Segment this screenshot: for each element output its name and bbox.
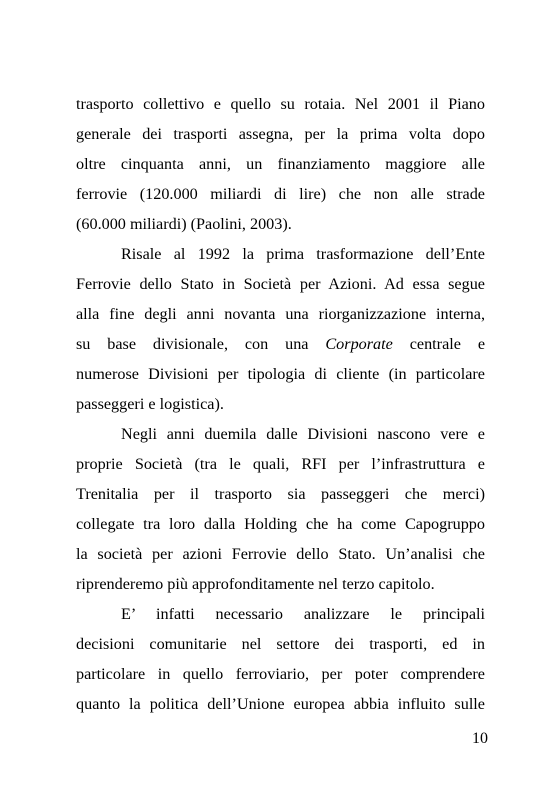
emphasis-term: Corporate — [325, 335, 393, 353]
text-line: Ferrovie dello Stato in Società per Azioni. Ad essa segue — [76, 275, 485, 293]
text-line: collegate tra loro dalla Holding che ha come Capogruppo — [76, 515, 485, 533]
text-line: decisioni comunitarie nel settore dei trasporti, ed in — [76, 635, 485, 653]
page-number: 10 — [472, 730, 488, 747]
paragraph-first-line: Negli anni duemila dalle Divisioni nascono vere e — [121, 425, 485, 443]
text-line: trasporto collettivo e quello su rotaia. Nel 2001 il Piano — [76, 95, 485, 113]
text-line: la società per azioni Ferrovie dello Stato. Un’analisi che — [76, 545, 485, 563]
text-line: (60.000 miliardi) (Paolini, 2003). — [76, 215, 292, 233]
text-line: passeggeri e logistica). — [76, 395, 224, 413]
text-line: numerose Divisioni per tipologia di cliente (in particolare — [76, 365, 485, 383]
paragraph-first-line: Risale al 1992 la prima trasformazione dell’Ente — [121, 245, 485, 263]
text-line-with-emphasis — [76, 329, 485, 359]
text-line: alla fine degli anni novanta una riorganizzazione interna, — [76, 305, 485, 323]
text-line: riprenderemo più approfonditamente nel terzo capitolo. — [76, 575, 435, 593]
paragraph-first-line: E’ infatti necessario analizzare le principali — [121, 605, 485, 623]
text-line: quanto la politica dell’Unione europea abbia influito sulle — [76, 695, 485, 713]
text-segment: centrale e — [392, 335, 485, 353]
text-line: ferrovie (120.000 miliardi di lire) che non alle strade — [76, 185, 485, 203]
text-line: generale dei trasporti assegna, per la prima volta dopo — [76, 125, 485, 143]
text-segment: su base divisionale, con una — [76, 335, 326, 353]
text-line: particolare in quello ferroviario, per poter comprendere — [76, 665, 485, 683]
text-line: Trenitalia per il trasporto sia passeggeri che merci) — [76, 485, 485, 503]
text-line: proprie Società (tra le quali, RFI per l’infrastruttura e — [76, 455, 485, 473]
text-line: oltre cinquanta anni, un finanziamento maggiore alle — [76, 155, 485, 173]
